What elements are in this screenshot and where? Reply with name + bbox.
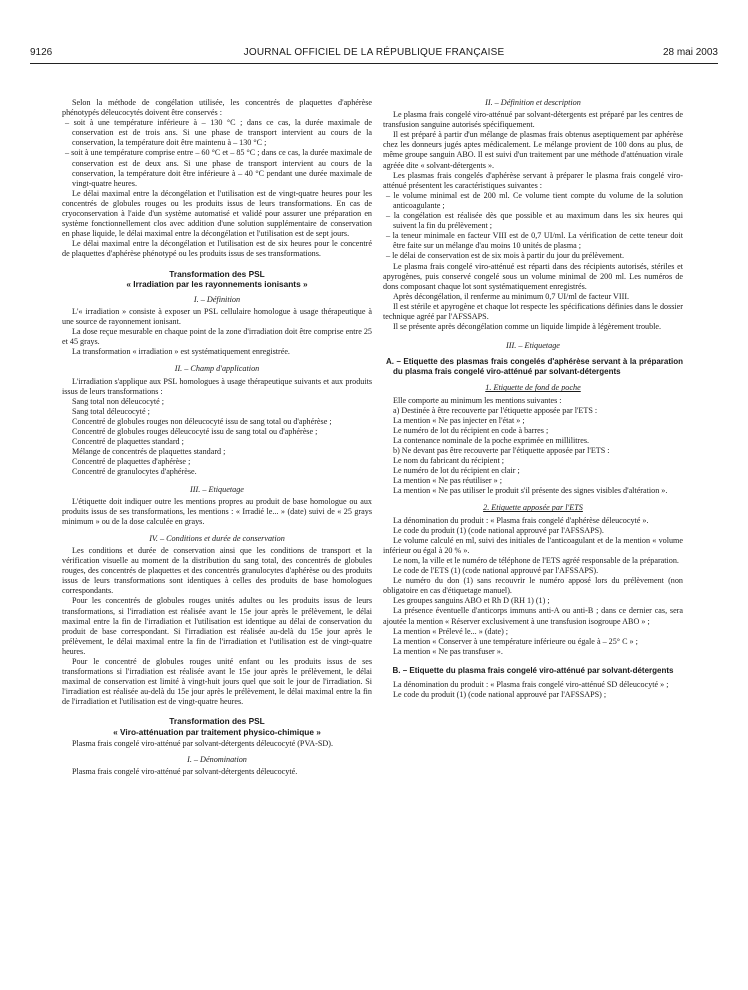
paragraph: Il se présente après décongélation comme un liquide limpide à légèrement trouble. — [393, 322, 662, 332]
paragraph: La dénomination du produit : « Plasma frais congelé d'aphérèse déleucocyté ». — [393, 515, 649, 525]
issue-date: 28 mai 2003 — [662, 47, 718, 58]
list-item: Concentré de globules rouges déleucocyté issu de sang total ou d'aphérèse ; — [72, 427, 318, 437]
paragraph: La transformation « irradiation » est systématiquement enregistrée. — [72, 347, 290, 357]
paragraph: La mention « Conserver à une température inférieure ou égale à – 25° C » ; — [393, 636, 638, 646]
subsection-heading: I. – Définition — [193, 294, 241, 304]
list-item: Mélange de concentrés de plaquettes standard ; — [72, 447, 226, 457]
list-item: Le numéro de lot du récipient en clair ; — [393, 466, 520, 476]
subsection-heading: II. – Champ d'application — [174, 364, 260, 374]
paragraph: Après décongélation, il renferme au minimum 0,7 UI/ml de facteur VIII. — [393, 291, 630, 301]
paragraph: L'« irradiation » consiste à exposer un PSL cellulaire homologue à usage thérapeutique à une source de rayonnement ionisant. — [62, 307, 372, 327]
page-header — [30, 47, 718, 61]
list-item: Sang total non déleucocyté ; — [72, 396, 165, 406]
section-subtitle: « Viro-atténuation par traitement physico-chimique » — [113, 726, 321, 737]
paragraph: Les plasmas frais congelés d'aphérèse servant à préparer le plasma frais congelé viro-atténué présentent les caractéristiques suivantes : — [383, 170, 683, 190]
subsection-heading: III. – Etiquetage — [506, 341, 560, 351]
list-item: Concentré de plaquettes standard ; — [72, 437, 184, 447]
subsection-heading: III. – Etiquetage — [190, 484, 244, 494]
paragraph: La dose reçue mesurable en chaque point de la zone d'irradiation doit être comprise entre 25 et 45 grays. — [62, 327, 372, 347]
paragraph: Le plasma frais congelé viro-atténué par solvant-détergents est préparé par les centres de transfusion sanguine autorisés spécifiquement. — [383, 110, 683, 130]
right-column — [383, 98, 683, 700]
paragraph: Pour le concentré de globules rouges unité enfant ou les produits issus de ses transformations si l'irradiation est réalisée avant le 15e jour après le prélèvement, le délai maximal de conservation est limité à vingt-huit jours quel que soit le jour de l'irradiation. Si l'irradiation est réalisée au-delà du 15e jour après le prélèvement, le délai maximal entre la fin de l'irradiation et l'utilisation est de vingt-quatre heures. — [62, 657, 372, 707]
list-item: – le délai de conservation est de six mois à partir du jour du prélèvement. — [386, 251, 625, 261]
paragraph: Selon la méthode de congélation utilisée, les concentrés de plaquettes d'aphérèse phénotypés déleucocytés doivent être conservés : — [62, 98, 372, 118]
paragraph: L'étiquette doit indiquer outre les mentions propres au produit de base homologue ou aux produits issus de ses transformations, les mentions : « Irradié le... » (date) suivi de « 25 grays minimum » ou de la dose calculée en grays. — [62, 496, 372, 526]
subsection-heading: II. – Définition et description — [485, 98, 581, 107]
list-item: Le numéro de lot du récipient en code à barres ; — [393, 425, 549, 435]
paragraph: a) Destinée à être recouverte par l'étiquette apposée par l'ETS : — [393, 405, 598, 415]
section-title: Transformation des PSL — [169, 268, 265, 279]
paragraph: Le code du produit (1) (code national approuvé par l'AFSSAPS). — [393, 525, 604, 535]
subsection-heading: 1. Etiquette de fond de poche — [485, 383, 581, 393]
section-subtitle: « Irradiation par les rayonnements ionisants » — [126, 278, 308, 289]
paragraph: Pour les concentrés de globules rouges unités adultes ou les produits issus de leurs transformations, si l'irradiation est réalisée avant le 15e jour après le prélèvement, le délai maximal entre la fin de l'irradiation et l'utilisation est identique au délai de conservation du produit de base correspondant. Si l'irradiation est réalisée au-delà du 15e jour après le prélèvement, le délai maximal entre la fin de l'irradiation et l'utilisation est de vingt-quatre heures. — [62, 596, 372, 656]
paragraph: Le code du produit (1) (code national approuvé par l'AFSSAPS) ; — [393, 690, 607, 700]
paragraph: b) Ne devant pas être recouverte par l'étiquette apposée par l'ETS : — [393, 446, 610, 455]
paragraph: La mention « Prélevé le... » (date) ; — [393, 626, 509, 636]
header-rule — [30, 63, 718, 64]
journal-title: JOURNAL OFFICIEL DE LA RÉPUBLIQUE FRANÇAISE — [243, 47, 505, 58]
label-heading-a: A. – Etiquette des plasmas frais congelés d'aphérèse servant à la préparation du plasma frais congelé viro-atténué par solvant-détergents — [386, 357, 683, 377]
paragraph: Il est stérile et apyrogène et chaque lot respecte les spécifications définies dans le dossier technique agréé par l'AFSSAPS. — [383, 301, 683, 321]
paragraph: Les groupes sanguins ABO et Rh D (RH 1) (1) ; — [393, 596, 550, 606]
subsection-heading: I. – Dénomination — [187, 754, 247, 764]
paragraph: Le délai maximal entre la décongélation et l'utilisation est de six heures pour le concentré de plaquettes d'aphérèse phénotypé ou les produits issus de ses transformations. — [62, 239, 372, 259]
list-item: Concentré de plaquettes d'aphérèse ; — [72, 457, 191, 467]
section-title: Transformation des PSL — [169, 716, 265, 727]
left-column — [62, 98, 372, 777]
list-item: La mention « Ne pas injecter en l'état » ; — [393, 415, 525, 425]
list-item: – soit à une température comprise entre – 60 °C et – 85 °C ; dans ce cas, la durée maximale de conservation est de deux ans. Si une phase de transport intervient au cours de la conservation, la température doit être inférieure à – 40 °C pendant une durée maximale de vingt-quatre heures. — [65, 148, 372, 188]
paragraph: Les conditions et durée de conservation ainsi que les conditions de transport et la vérification visuelle au moment de la distribution du sang total, des concentrés de globules rouges, des concentrés de plaquettes et des concentrés granulocytes d'aphérèse ou des produits issus de leurs transformations sont identiques à celles des produits de base homologues correspondants. — [62, 545, 372, 596]
paragraph: La dénomination du produit : « Plasma frais congelé viro-atténué SD déleucocyté » ; — [393, 680, 669, 690]
list-item: La mention « Ne pas réutiliser » ; — [393, 476, 502, 486]
subsection-heading: 2. Etiquette apposée par l'ETS — [483, 503, 583, 513]
list-item: Concentré de globules rouges non déleucocyté issu de sang total ou d'aphérèse ; — [72, 416, 332, 426]
paragraph: Le code de l'ETS (1) (code national approuvé par l'AFSSAPS). — [393, 566, 599, 576]
paragraph: Le volume calculé en ml, suivi des initiales de l'anticoagulant et de la mention « volume inférieur ou égal à 20 % ». — [383, 535, 683, 555]
paragraph: Le plasma frais congelé viro-atténué est réparti dans des récipients autorisés, stériles et apyrogènes, puis conservé congelé sous un volume minimal de 200 ml. Les numéros de dons composant chaque lot sont systématiquement enregistrés. — [383, 261, 683, 291]
list-item: – la congélation est réalisée dès que possible et au maximum dans les six heures qui suivent la fin du prélèvement ; — [386, 211, 683, 231]
list-item: La contenance nominale de la poche exprimée en millilitres. — [393, 435, 590, 445]
list-item: La mention « Ne pas utiliser le produit s'il présente des signes visibles d'altération ». — [393, 486, 668, 496]
paragraph: Le numéro du don (1) sans recouvrir le numéro apposé lors du prélèvement (non obligatoire en cas d'étiquetage manuel). — [383, 576, 683, 596]
list-item: Sang total déleucocyté ; — [72, 406, 150, 416]
paragraph: Plasma frais congelé viro-atténué par solvant-détergents déleucocyté (PVA-SD). — [72, 738, 333, 748]
list-item: – le volume minimal est de 200 ml. Ce volume tient compte du volume de la solution anticoagulante ; — [386, 190, 683, 210]
page-number: 9126 — [30, 47, 53, 58]
paragraph: La mention « Ne pas transfuser ». — [393, 646, 503, 656]
paragraph: Elle comporte au minimum les mentions suivantes : — [393, 395, 562, 405]
paragraph: Le nom, la ville et le numéro de téléphone de l'ETS agréé responsable de la préparation. — [393, 555, 679, 565]
subsection-heading: IV. – Conditions et durée de conservation — [149, 533, 285, 543]
list-item: – soit à une température inférieure à – 130 °C ; dans ce cas, la durée maximale de conservation est de trois ans. Si une phase de transport intervient au cours de la conservation, la température doit être maintenu à – 130 °C ; — [65, 118, 372, 148]
list-item: – la teneur minimale en facteur VIII est de 0,7 UI/ml. La vérification de cette teneur doit être faite sur un mélange d'au moins 10 unités de plasma ; — [386, 231, 683, 251]
label-heading-b: B. – Etiquette du plasma frais congelé viro-atténué par solvant-détergents — [392, 665, 674, 675]
list-item: Le nom du fabricant du récipient ; — [393, 456, 505, 466]
paragraph: Le délai maximal entre la décongélation et l'utilisation est de vingt-quatre heures pour les concentrés de globules rouges ou les produits issus de leurs transformations. En cas de cryoconservation à l'aide d'un système automatisé et validé pour assurer une préparation en système fonctionnellement clos avec addition d'une solution supplémentaire de conservation en phase liquide, le délai maximal entre la décongélation et l'utilisation est de sept jours. — [62, 188, 372, 239]
paragraph: L'irradiation s'applique aux PSL homologues à usage thérapeutique suivants et aux produits issus de leurs transformations : — [62, 376, 372, 396]
paragraph: Il est préparé à partir d'un mélange de plasmas frais obtenus aseptiquement par aphérèse chez les donneurs jugés aptes médicalement. Le mélange provient de 100 dons au plus, de même groupe sanguin ABO. Il est suivi d'un traitement par une méthode d'atténuation virale agréée dite « solvant-détergents ». — [383, 130, 683, 170]
list-item: Concentré de granulocytes d'aphérèse. — [72, 467, 197, 477]
paragraph: Plasma frais congelé viro-atténué par solvant-détergents déleucocyté. — [72, 767, 298, 777]
paragraph: La présence éventuelle d'anticorps immuns anti-A ou anti-B ; dans ce dernier cas, sera ajoutée la mention « Réserver exclusivement à une transfusion isogroupe ABO » ; — [383, 606, 683, 626]
